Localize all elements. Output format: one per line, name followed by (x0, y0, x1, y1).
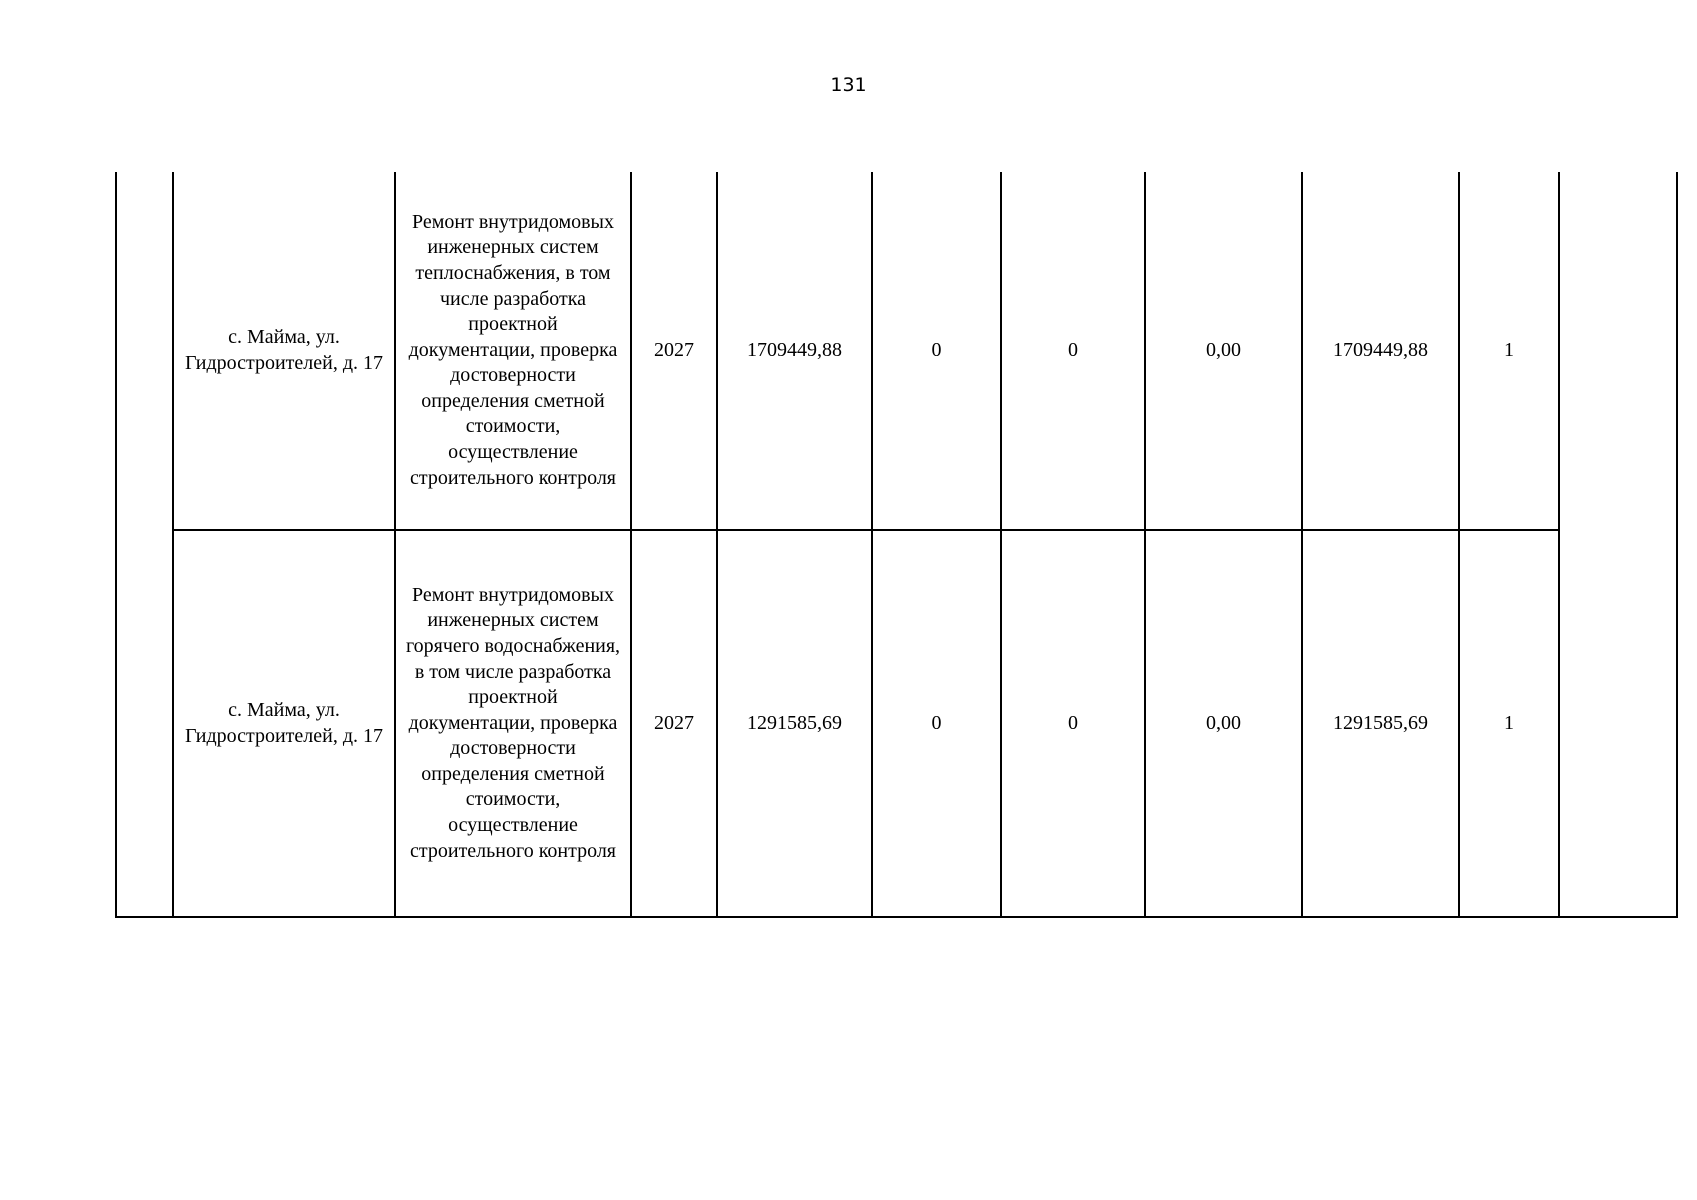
address-cell: с. Майма, ул. Гидростроителей, д. 17 (173, 172, 395, 530)
table-row (116, 172, 1677, 530)
value-cell-e: 1 (1459, 530, 1559, 917)
work-description-cell: Ремонт внутридомовых инженерных систем теплоснабжения, в том числе разработка проектной документации, проверка достоверности определения сметной стоимости, осуществление строительного контроля (395, 172, 631, 530)
total-cost-cell: 1709449,88 (717, 172, 872, 530)
table-row (116, 530, 1677, 917)
address-cell: с. Майма, ул. Гидростроителей, д. 17 (173, 530, 395, 917)
value-cell-c: 0,00 (1145, 530, 1302, 917)
blank-cell (1559, 172, 1677, 917)
works-table (115, 172, 1678, 918)
total-cost-cell: 1291585,69 (717, 530, 872, 917)
value-cell-c: 0,00 (1145, 172, 1302, 530)
value-cell-b: 0 (1001, 172, 1145, 530)
number-cell (116, 172, 173, 917)
work-description-cell: Ремонт внутридомовых инженерных систем горячего водоснабжения, в том числе разработка проектной документации, проверка достоверности определения сметной стоимости, осуществление строительного контроля (395, 530, 631, 917)
value-cell-d: 1709449,88 (1302, 172, 1459, 530)
value-cell-a: 0 (872, 530, 1001, 917)
page-number: 131 (830, 74, 867, 96)
value-cell-e: 1 (1459, 172, 1559, 530)
value-cell-d: 1291585,69 (1302, 530, 1459, 917)
value-cell-b: 0 (1001, 530, 1145, 917)
year-cell: 2027 (631, 530, 717, 917)
year-cell: 2027 (631, 172, 717, 530)
value-cell-a: 0 (872, 172, 1001, 530)
